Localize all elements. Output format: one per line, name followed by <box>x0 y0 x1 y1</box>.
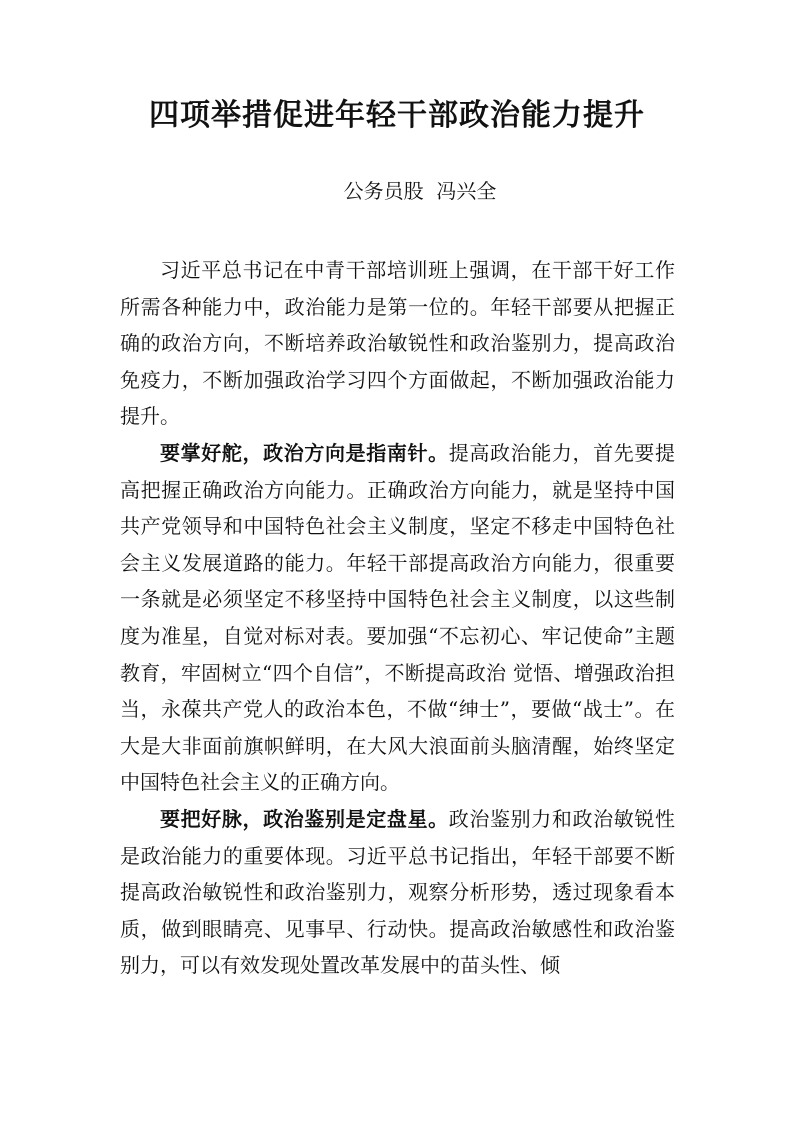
paragraph-text: 提高政治能力，首先要提高把握正确政治方向能力。正确政治方向能力，就是坚持中国共产党领导和中国特色社会主义制度，坚定不移走中国特色社会主义发展道路的能力。年轻干部提高政治方向能力，很重要一条就是必须坚定不移坚持中国特色社会主义制度，以这些制度为准星，自觉对标对表。要加强“不忘初心、牢记使命”主题教育，牢固树立“四个自信”，不断提高政治 觉悟、增强政治担当，永葆共产党人的政治本色，不做“绅士”，要做“战士”。在大是大非面前旗帜鲜明，在大风大浪面前头脑清醒，始终坚定中国特色社会主义的正确方向。 <box>120 440 675 795</box>
paragraph-intro <box>120 252 675 435</box>
paragraph-political-discernment <box>120 801 675 984</box>
paragraph-text: 习近平总书记在中青干部培训班上强调，在干部干好工作所需各种能力中，政治能力是第一位的。年轻干部要从把握正确的政治方向，不断培养政治敏锐性和政治鉴别力，提高政治免疫力，不断加强政治学习四个方面做起，不断加强政治能力提升。 <box>120 258 675 429</box>
author-line: 公务员股 冯兴全 <box>343 179 497 203</box>
document-body <box>120 252 675 984</box>
paragraph-text: 政治鉴别力和政治敏锐性是政治能力的重要体现。习近平总书记指出，年轻干部要不断提高政治敏锐性和政治鉴别力，观察分析形势，透过现象看本质，做到眼睛亮、见事早、行动快。提高政治敏感性和政治鉴别力，可以有效发现处置改革发展中的苗头性、倾 <box>120 806 675 978</box>
paragraph-lead: 要把好脉，政治鉴别是定盘星。 <box>160 806 449 831</box>
document-title: 四项举措促进年轻干部政治能力提升 <box>149 98 645 133</box>
paragraph-lead: 要掌好舵，政治方向是指南针。 <box>160 440 449 465</box>
paragraph-political-direction <box>120 435 675 801</box>
